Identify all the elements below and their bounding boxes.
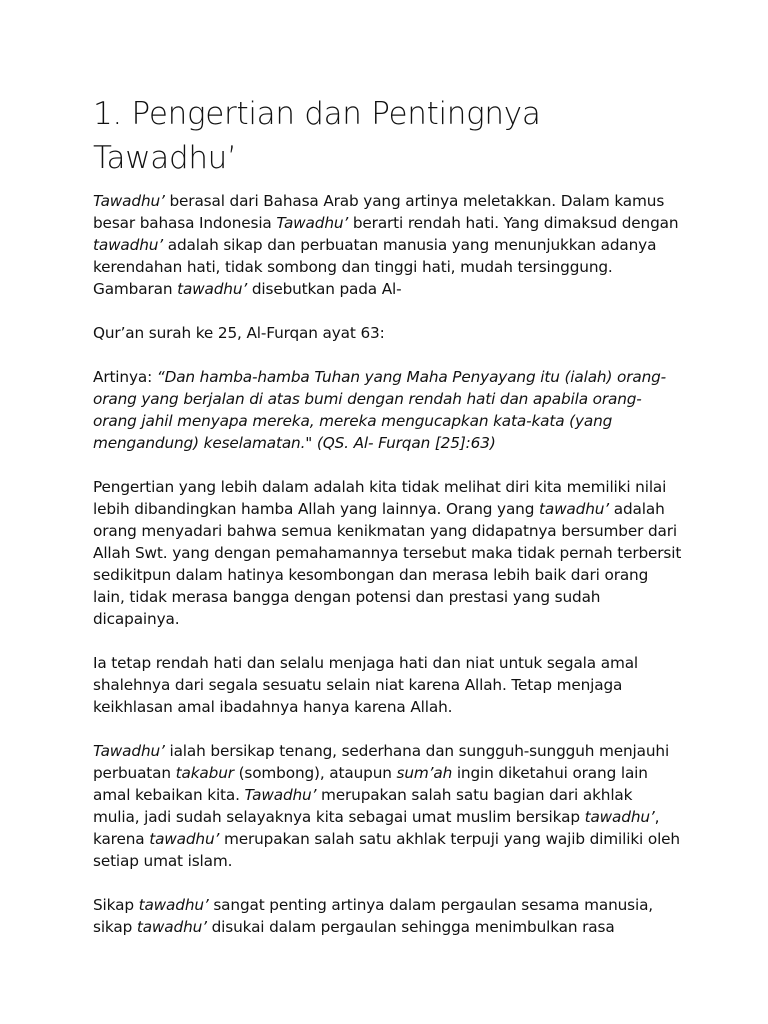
italic-term: tawadhu’ — [177, 280, 248, 298]
translation-label: Artinya: — [93, 368, 157, 386]
italic-term: Tawadhu’ — [276, 214, 349, 232]
text-run: disebutkan pada Al- — [247, 280, 402, 298]
section-heading: 1. Pengertian dan Pentingnya Tawadhu’ — [93, 96, 541, 176]
paragraph-translation — [93, 366, 683, 454]
italic-term: tawadhu’ — [584, 808, 655, 826]
translation-quote: “Dan hamba-hamba Tuhan yang Maha Penyayang itu (ialah) orang-orang yang berjalan di atas bumi dengan rendah hati dan apabila orang-orang jahil menyapa mereka, mereka mengucapkan kata-kata (yang mengandung) keselamatan." (QS. Al- Furqan [25]:63) — [93, 368, 667, 452]
text-run: , karena — [93, 808, 660, 848]
paragraph-surah-reference: Qur’an surah ke 25, Al-Furqan ayat 63: — [93, 324, 385, 342]
paragraph-importance — [93, 894, 683, 938]
italic-term: sum’ah — [396, 764, 453, 782]
text-run: adalah orang menyadari bahwa semua kenikmatan yang didapatnya bersumber dari Allah Swt. yang dengan pemahamannya tersebut maka tidak pernah terbersit sedikitpun dalam hatinya kesombongan dan merasa lebih baik dari orang lain, tidak merasa bangga dengan potensi dan prestasi yang sudah dicapainya. — [93, 500, 682, 628]
italic-term: tawadhu’ — [539, 500, 610, 518]
paragraph-humility: Ia tetap rendah hati dan selalu menjaga hati dan niat untuk segala amal shalehnya dari segala sesuatu selain niat karena Allah. Tetap menjaga keikhlasan amal ibadahnya hanya karena Allah. — [93, 654, 639, 716]
text-run: sangat penting artinya dalam pergaulan sesama manusia, sikap — [93, 896, 654, 936]
italic-term: tawadhu’ — [136, 918, 207, 936]
paragraph-deeper-meaning — [93, 476, 683, 630]
document-page — [93, 92, 683, 938]
italic-term: tawadhu’ — [93, 236, 164, 254]
text-run: Pengertian yang lebih dalam adalah kita tidak melihat diri kita memiliki nilai lebih dibandingkan hamba Allah yang lainnya. Orang yang — [93, 478, 667, 518]
paragraph-definition — [93, 190, 683, 300]
text-run: merupakan salah satu bagian dari akhlak mulia, jadi sudah selayaknya kita sebagai umat muslim bersikap — [93, 786, 633, 826]
italic-term: Tawadhu’ — [244, 786, 317, 804]
italic-term: tawadhu’ — [138, 896, 209, 914]
italic-term: Tawadhu’ — [93, 742, 165, 760]
text-run: berarti rendah hati. Yang dimaksud dengan — [348, 214, 679, 232]
text-run: ingin diketahui orang lain amal kebaikan kita. — [93, 764, 648, 804]
italic-term: takabur — [175, 764, 234, 782]
text-run: berasal dari Bahasa Arab yang artinya meletakkan. Dalam kamus besar bahasa Indonesia — [93, 192, 665, 232]
italic-term: Tawadhu’ — [93, 192, 165, 210]
paragraph-attitude — [93, 740, 683, 872]
text-run: merupakan salah satu akhlak terpuji yang wajib dimiliki oleh setiap umat islam. — [93, 830, 680, 870]
text-run: disukai dalam pergaulan sehingga menimbulkan rasa — [206, 918, 615, 936]
text-run: Sikap — [93, 896, 139, 914]
text-run: ialah bersikap tenang, sederhana dan sungguh-sungguh menjauhi perbuatan — [93, 742, 670, 782]
text-run: (sombong), ataupun — [233, 764, 397, 782]
text-run: adalah sikap dan perbuatan manusia yang menunjukkan adanya kerendahan hati, tidak sombong dan tinggi hati, mudah tersinggung. Gambaran — [93, 236, 657, 298]
italic-term: tawadhu’ — [149, 830, 220, 848]
